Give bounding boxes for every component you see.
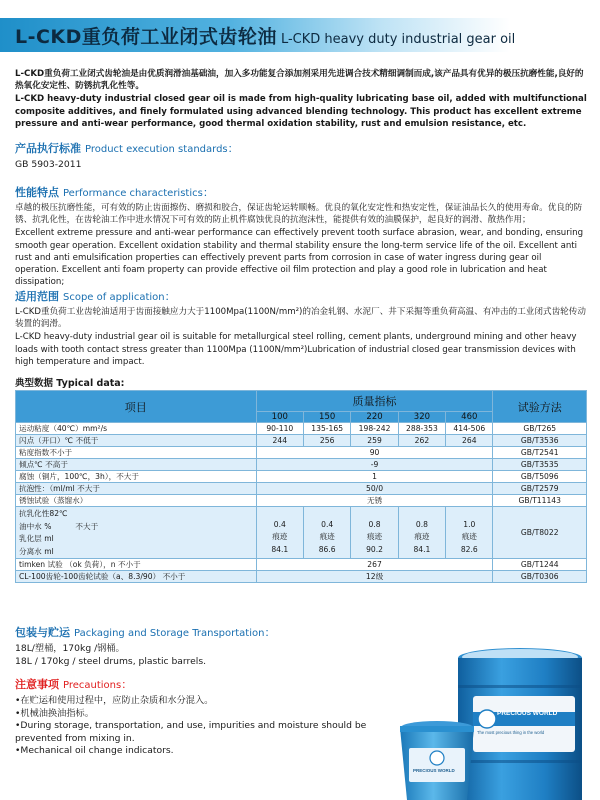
intro-zh: L-CKD重负荷工业闭式齿轮油是由优质润滑油基础油，加入多功能复合添加剂采用先进调合技术精细调制而成,该产品具有优异的极压抗磨性能,良好的热氧化安定性、防锈抗乳化性等。 — [15, 69, 584, 92]
precautions-section — [15, 678, 385, 758]
row-label: 闪点（开口）℃ 不低于 — [16, 435, 257, 447]
emulsion-value: 84.1 — [271, 544, 289, 554]
emulsion-value: 0.8 — [415, 519, 428, 529]
scope-heading-colon: ： — [164, 290, 176, 303]
method-cell: GB/T0306 — [493, 571, 587, 583]
row-label: 运动粘度（40℃）mm²/s — [16, 423, 257, 435]
precaution-item: •机械油换油指标。 — [15, 707, 94, 719]
precautions-heading-zh: 注意事项 — [15, 678, 59, 691]
steel-drum — [458, 648, 582, 800]
table-row — [16, 459, 587, 471]
value-cell-merged: 267 — [256, 559, 493, 571]
emulsion-label-cell — [16, 507, 257, 559]
value-cell: 259 — [351, 435, 398, 447]
emulsion-value: 86.6 — [318, 544, 336, 554]
performance-heading-en: Performance characteristics — [63, 188, 203, 199]
emulsion-value: 0.4 — [273, 519, 286, 529]
packaging-zh: 18L/塑桶，170kg /钢桶。 — [15, 643, 125, 654]
emulsion-value: 痕迹 — [272, 532, 288, 542]
emulsion-col — [351, 507, 398, 559]
table-row — [16, 571, 587, 583]
performance-en: Excellent extreme pressure and anti-wear performance can effectively prevent tooth surface abrasion, wear, and bonding, ensuring smooth gear operation. Excellent oxidation stability and thermal stability ensure the long-term service life of the oil. Excellent anti rust and anti emulsification properties can effectively prevent parts from corrosion in case of water ingress during gear oil operation. Excellent anti foam property can provide effective oil film protection and play a good role in lubrication and heat dissipation; — [15, 228, 584, 288]
emulsion-value: 84.1 — [413, 544, 431, 554]
col-item-header: 项目 — [16, 391, 257, 423]
value-cell-merged: -9 — [256, 459, 493, 471]
row-label: 抗泡性：（ml/ml 不大于 — [16, 483, 257, 495]
precautions-heading — [15, 678, 385, 693]
performance-zh: 卓越的极压抗磨性能，可有效的防止齿面擦伤、磨损和胶合，保证齿轮运转顺畅。优良的氧化安定性和热安定性，保证油品长久的使用寿命。优良的防锈、抗乳化性，在齿轮油工作中进水情况下可有效的防止机件腐蚀优良的抗泡沫性，能提供有效的油膜保护，起良好的润滑、散热作用； — [15, 203, 583, 226]
page-title — [15, 22, 515, 49]
precaution-item: •在贮运和使用过程中，应防止杂质和水分混入。 — [15, 695, 214, 706]
row-label: 腐蚀（铜片，100℃，3h），不大于 — [16, 471, 257, 483]
scope-heading-en: Scope of application — [63, 292, 165, 303]
drum-brand-label: PRECIOUS WORLD — [497, 710, 558, 717]
table-row — [16, 483, 587, 495]
method-cell: GB/T265 — [493, 423, 587, 435]
intro-section — [15, 68, 587, 130]
value-cell-merged: 90 — [256, 447, 493, 459]
value-cell-merged: 无锈 — [256, 495, 493, 507]
standards-heading — [15, 142, 587, 157]
drum-slogan: The most precious thing in the world — [477, 730, 545, 735]
standards-heading-en: Product execution standards — [85, 144, 228, 155]
emulsion-sub-label: 分离水 ml — [19, 546, 54, 556]
emulsion-value: 痕迹 — [461, 532, 477, 542]
method-cell: GB/T2541 — [493, 447, 587, 459]
emulsion-value: 90.2 — [366, 544, 383, 554]
grade-cell: 220 — [351, 411, 398, 422]
method-cell: GB/T3535 — [493, 459, 587, 471]
table-row-emulsion — [16, 507, 587, 559]
table-header-row — [16, 391, 587, 412]
typical-data-table — [15, 390, 587, 583]
value-cell: 244 — [256, 435, 303, 447]
emulsion-value: 痕迹 — [366, 532, 383, 542]
packaging-en: 18L / 170kg / steel drums, plastic barrels. — [15, 655, 207, 667]
value-cell: 262 — [398, 435, 445, 447]
value-cell: 90-110 — [256, 423, 303, 435]
standards-value: GB 5903-2011 — [15, 159, 82, 170]
emulsion-value: 0.8 — [368, 519, 381, 529]
precautions-heading-en: Precautions — [63, 680, 122, 691]
typical-section — [15, 375, 587, 389]
value-cell: 264 — [446, 435, 493, 447]
emulsion-value: 0.4 — [321, 519, 334, 529]
grade-cell: 320 — [398, 411, 445, 422]
table-row — [16, 471, 587, 483]
value-cell: 414-506 — [446, 423, 493, 435]
product-illustration — [395, 640, 600, 800]
product-image — [395, 640, 600, 800]
scope-section — [15, 290, 587, 368]
value-cell: 256 — [303, 435, 350, 447]
value-cell: 135-165 — [303, 423, 350, 435]
row-label: timken 试验 （ok 负荷），n 不小于 — [16, 559, 257, 571]
emulsion-value: 82.6 — [460, 544, 478, 554]
packaging-heading — [15, 626, 395, 641]
value-cell-merged: 50/0 — [256, 483, 493, 495]
method-cell: GB/T5096 — [493, 471, 587, 483]
scope-zh: L-CKD重负荷工业齿轮油适用于齿面接触应力大于1100Mpa(1100N/mm²)的冶金轧钢、水泥厂、井下采掘等重负荷高温、有冲击的工业闭式齿轮传动装置的润滑。 — [15, 307, 586, 330]
emulsion-col — [398, 507, 445, 559]
value-cell-merged: 1 — [256, 471, 493, 483]
title-en: L-CKD heavy duty industrial gear oil — [280, 32, 516, 47]
grade-cell: 150 — [303, 411, 350, 422]
row-label: 倾点℃ 不高于 — [16, 459, 257, 471]
table-row — [16, 559, 587, 571]
performance-section — [15, 186, 587, 288]
emulsion-sub-note: 不大于 — [75, 521, 99, 531]
intro-en: L-CKD heavy-duty industrial closed gear oil is made from high-quality lubricating base oil, added with multifunctional composite additives, and finely formulated using advanced blending technology. This product has excellent extreme pressure and anti-wear performance, good thermal oxidation stability, rust and emulsion resistance, etc. — [15, 94, 587, 129]
grade-cell: 460 — [446, 411, 493, 422]
emulsion-col — [303, 507, 350, 559]
performance-heading-zh: 性能特点 — [15, 186, 59, 199]
method-cell: GB/T8022 — [493, 507, 587, 559]
standards-heading-zh: 产品执行标准 — [15, 142, 81, 155]
value-cell-merged: 12级 — [256, 571, 493, 583]
title-zh: L-CKD重负荷工业闭式齿轮油 — [15, 26, 277, 48]
row-label: 粘度指数不小于 — [16, 447, 257, 459]
emulsion-col — [256, 507, 303, 559]
title-bar — [0, 18, 600, 52]
plastic-pail — [400, 721, 474, 800]
value-cell: 198-242 — [351, 423, 398, 435]
packaging-heading-en: Packaging and Storage Transportation — [74, 628, 265, 639]
emulsion-sub-label: 油中水 % — [19, 521, 52, 531]
col-method-header: 试验方法 — [493, 391, 587, 423]
method-cell: GB/T2579 — [493, 483, 587, 495]
col-quality-header: 质量指标 — [256, 391, 493, 412]
emulsion-value: 1.0 — [463, 519, 476, 529]
precaution-item: •During storage, transportation, and use, impurities and moisture should be prevented from mixing in. — [15, 720, 367, 744]
scope-heading — [15, 290, 587, 305]
packaging-section — [15, 626, 395, 668]
performance-heading-colon: ： — [202, 186, 214, 199]
scope-en: L-CKD heavy-duty industrial gear oil is suitable for metallurgical steel rolling, cement plants, underground mining and other heavy loads with tooth contact stress greater than 1100Mpa (1100N/mm²)Lubrication of industrial closed gear transmission devices with high temperature and impact. — [15, 332, 577, 367]
precaution-item: •Mechanical oil change indicators. — [15, 745, 174, 756]
table-row — [16, 495, 587, 507]
table-row — [16, 423, 587, 435]
row-label: CL-100齿轮-100齿轮试验（a、8.3/90） 不小于 — [16, 571, 257, 583]
emulsion-value: 痕迹 — [414, 532, 430, 542]
performance-heading — [15, 186, 587, 201]
packaging-heading-zh: 包装与贮运 — [15, 626, 70, 639]
method-cell: GB/T1244 — [493, 559, 587, 571]
method-cell: GB/T11143 — [493, 495, 587, 507]
typical-heading: 典型数据 Typical data: — [15, 378, 125, 389]
table-row — [16, 447, 587, 459]
method-cell: GB/T3536 — [493, 435, 587, 447]
emulsion-sub-label: 乳化层 ml — [19, 534, 54, 543]
value-cell: 288-353 — [398, 423, 445, 435]
scope-heading-zh: 适用范围 — [15, 290, 59, 303]
table-row — [16, 435, 587, 447]
grade-cell: 100 — [256, 411, 303, 422]
packaging-heading-colon: ： — [264, 626, 276, 639]
standards-section — [15, 142, 587, 172]
pail-brand-label: PRECIOUS WORLD — [413, 768, 455, 773]
emulsion-col — [446, 507, 493, 559]
emulsion-title: 抗乳化性82℃ — [19, 509, 68, 518]
precautions-heading-colon: ： — [121, 678, 133, 691]
emulsion-value: 痕迹 — [319, 532, 335, 542]
standards-heading-colon: ： — [227, 142, 239, 155]
row-label: 锈蚀试验（蒸馏水） — [16, 495, 257, 507]
